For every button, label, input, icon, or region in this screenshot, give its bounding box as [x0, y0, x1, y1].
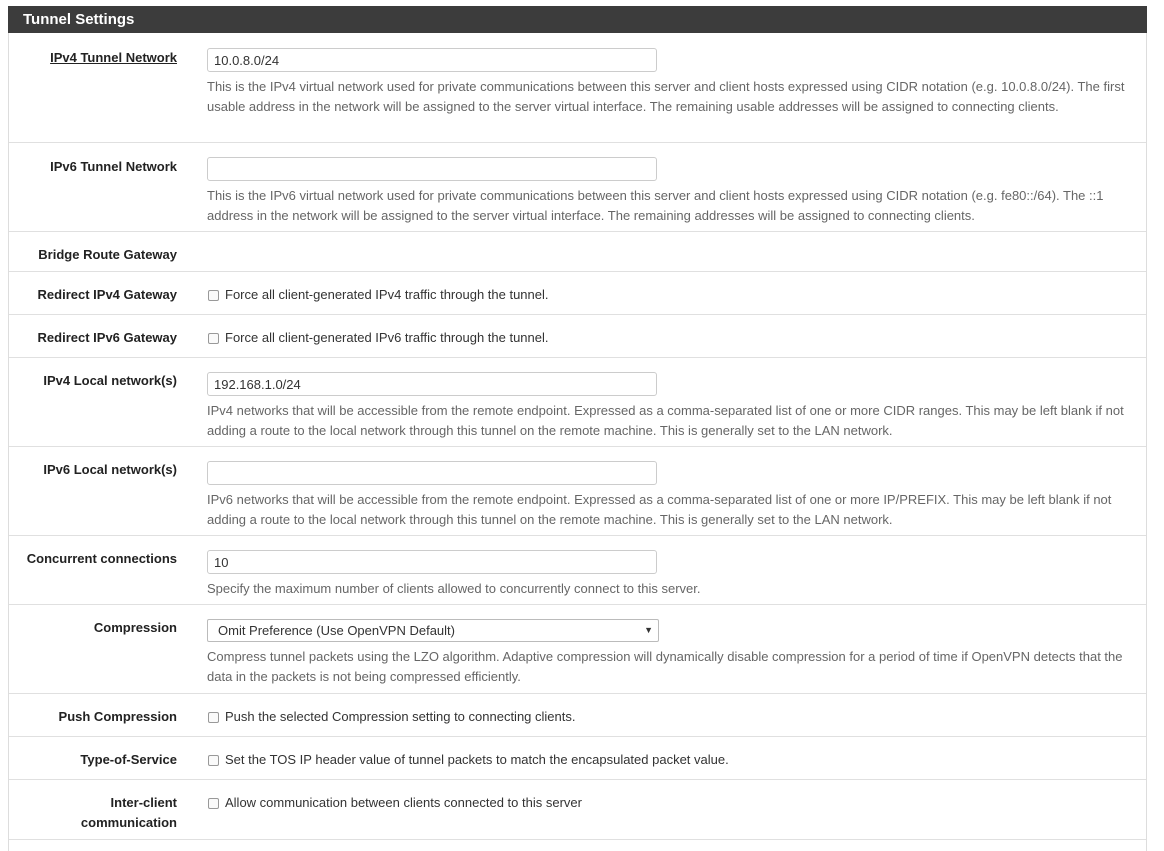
redirect-ipv6-gateway-label: Redirect IPv6 Gateway: [37, 330, 177, 345]
ipv6-local-networks-help: IPv6 networks that will be accessible from the remote endpoint. Expressed as a comma-separated list of one or more IP/PREFIX. This may be left blank if not adding a route to the local network through this tunnel on the remote machine. This is generally set to the LAN network.: [207, 492, 1112, 527]
ipv4-local-networks-input[interactable]: [207, 372, 657, 396]
redirect-ipv6-gateway-checkbox[interactable]: [208, 333, 219, 344]
type-of-service-checkbox-label: Set the TOS IP header value of tunnel packets to match the encapsulated packet value.: [225, 752, 729, 767]
ipv4-local-networks-help: IPv4 networks that will be accessible from the remote endpoint. Expressed as a comma-separated list of one or more CIDR ranges. This may be left blank if not adding a route to the local network through this tunnel on the remote machine. This is generally set to the LAN network.: [207, 403, 1124, 438]
compression-select[interactable]: [207, 619, 659, 642]
row-push-compression: [9, 694, 1146, 737]
tunnel-settings-panel: [8, 6, 1147, 851]
type-of-service-label: Type-of-Service: [80, 752, 177, 767]
compression-label: Compression: [93, 620, 177, 635]
ipv6-tunnel-network-label: IPv6 Tunnel Network: [50, 159, 177, 174]
ipv4-local-networks-label: IPv4 Local network(s): [43, 373, 177, 388]
row-ipv4-tunnel-network: [9, 33, 1146, 143]
row-concurrent-connections: [9, 536, 1146, 605]
bridge-route-gateway-label: Bridge Route Gateway: [38, 247, 177, 262]
redirect-ipv4-gateway-checkbox[interactable]: [208, 290, 219, 301]
row-redirect-ipv6-gateway: [9, 315, 1146, 358]
inter-client-label-line1: Inter-client: [110, 795, 177, 810]
row-bridge-route-gateway: [9, 232, 1146, 272]
push-compression-label: Push Compression: [58, 709, 177, 724]
push-compression-checkbox-label: Push the selected Compression setting to connecting clients.: [225, 709, 576, 724]
chevron-down-icon: ▼: [644, 625, 653, 635]
inter-client-communication-checkbox-label: Allow communication between clients connected to this server: [225, 795, 582, 810]
inter-client-communication-label: [9, 793, 177, 833]
ipv6-local-networks-input[interactable]: [207, 461, 657, 485]
row-ipv6-tunnel-network: [9, 143, 1146, 232]
ipv4-tunnel-network-label: IPv4 Tunnel Network: [50, 50, 177, 65]
ipv4-tunnel-network-help: This is the IPv4 virtual network used for private communications between this server and client hosts expressed using CIDR notation (e.g. 10.0.8.0/24). The first usable address in the network will be assigned to the server virtual interface. The remaining usable addresses will be assigned to connecting clients.: [207, 79, 1125, 114]
type-of-service-checkbox[interactable]: [208, 755, 219, 766]
row-ipv6-local-networks: [9, 447, 1146, 536]
concurrent-connections-input[interactable]: [207, 550, 657, 574]
row-inter-client-communication: [9, 780, 1146, 840]
concurrent-connections-label: Concurrent connections: [26, 551, 177, 566]
row-type-of-service: [9, 737, 1146, 780]
ipv6-tunnel-network-help: This is the IPv6 virtual network used for private communications between this server and client hosts expressed using CIDR notation (e.g. fe80::/64). The ::1 address in the network will be assigned to the server virtual interface. The remaining addresses will be assigned to connecting clients.: [207, 188, 1104, 223]
ipv4-tunnel-network-input[interactable]: [207, 48, 657, 72]
ipv6-local-networks-label: IPv6 Local network(s): [43, 462, 177, 477]
concurrent-connections-help: Specify the maximum number of clients allowed to concurrently connect to this server.: [207, 581, 701, 596]
compression-help: Compress tunnel packets using the LZO algorithm. Adaptive compression will dynamically disable compression for a period of time if OpenVPN detects that the data in the packets is not being compressed efficiently.: [207, 649, 1123, 684]
compression-selected-value: Omit Preference (Use OpenVPN Default): [218, 623, 455, 638]
redirect-ipv4-gateway-checkbox-label: Force all client-generated IPv4 traffic through the tunnel.: [225, 287, 549, 302]
redirect-ipv6-gateway-checkbox-label: Force all client-generated IPv6 traffic through the tunnel.: [225, 330, 549, 345]
row-redirect-ipv4-gateway: [9, 272, 1146, 315]
push-compression-checkbox[interactable]: [208, 712, 219, 723]
inter-client-label-line2: communication: [80, 815, 177, 830]
row-compression: [9, 605, 1146, 694]
inter-client-communication-checkbox[interactable]: [208, 798, 219, 809]
ipv6-tunnel-network-input[interactable]: [207, 157, 657, 181]
redirect-ipv4-gateway-label: Redirect IPv4 Gateway: [37, 287, 177, 302]
panel-title: Tunnel Settings: [8, 6, 1147, 33]
row-ipv4-local-networks: [9, 358, 1146, 447]
